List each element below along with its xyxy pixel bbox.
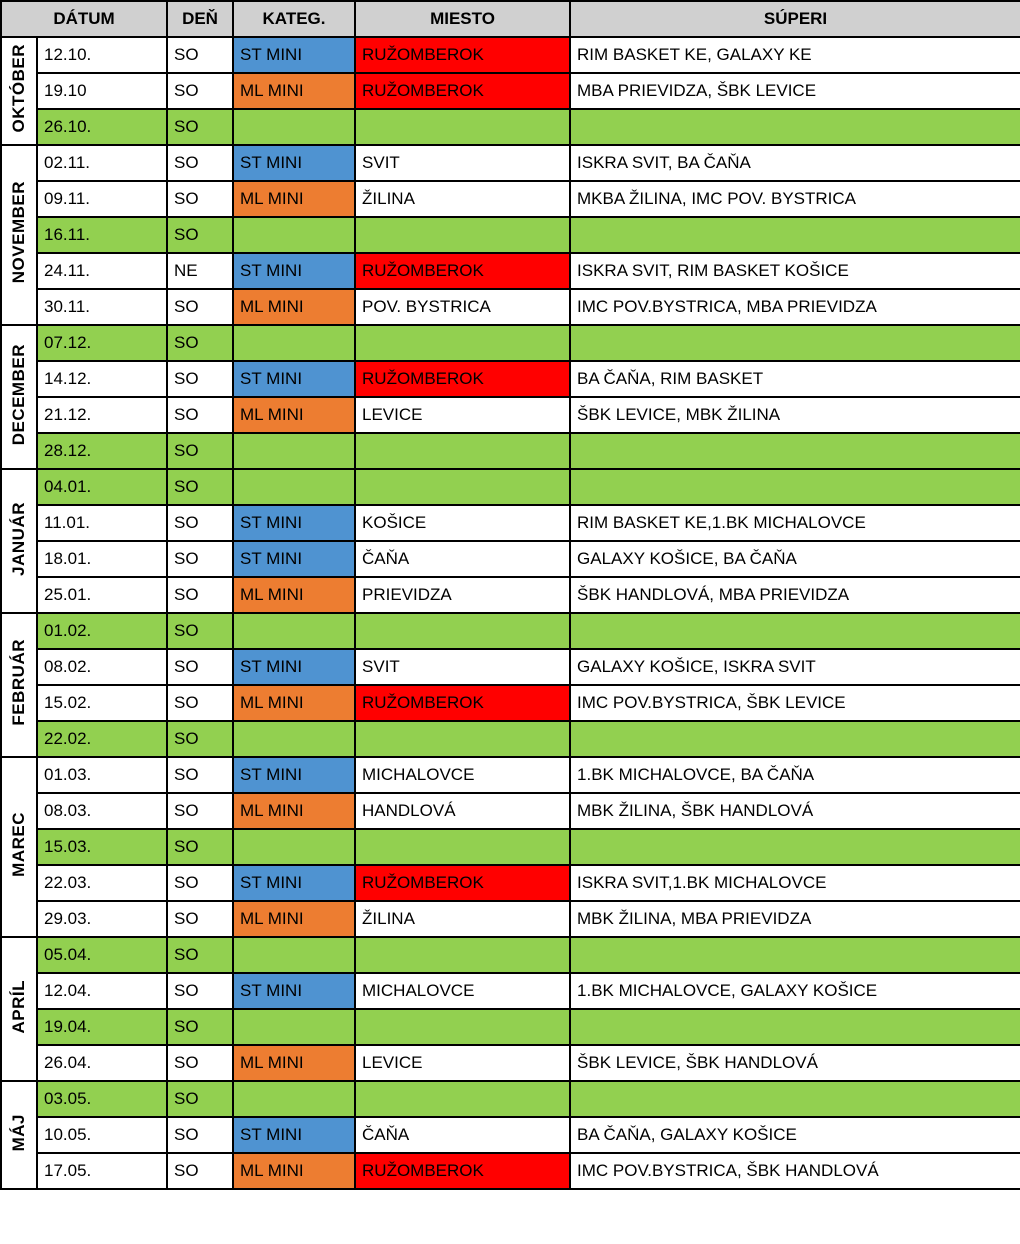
cell-day: SO: [167, 505, 233, 541]
cell-day: SO: [167, 37, 233, 73]
cell-opponents: [570, 325, 1020, 361]
cell-date: 09.11.: [37, 181, 167, 217]
cell-category: ST MINI: [233, 757, 355, 793]
cell-opponents: BA ČAŇA, RIM BASKET: [570, 361, 1020, 397]
month-label-text: OKTÓBER: [9, 44, 28, 133]
cell-date: 14.12.: [37, 361, 167, 397]
cell-category: [233, 109, 355, 145]
cell-category: ML MINI: [233, 1153, 355, 1189]
month-label-text: DECEMBER: [9, 343, 28, 446]
table-row: [1, 1081, 1020, 1117]
cell-place: [355, 613, 570, 649]
cell-date: 05.04.: [37, 937, 167, 973]
table-row: [1, 613, 1020, 649]
cell-day: SO: [167, 829, 233, 865]
cell-category: ST MINI: [233, 505, 355, 541]
cell-category: ML MINI: [233, 793, 355, 829]
cell-date: 04.01.: [37, 469, 167, 505]
table-row: [1, 973, 1020, 1009]
cell-day: SO: [167, 973, 233, 1009]
cell-place: RUŽOMBEROK: [355, 865, 570, 901]
cell-opponents: [570, 433, 1020, 469]
cell-place: [355, 217, 570, 253]
cell-category: [233, 217, 355, 253]
cell-place: [355, 325, 570, 361]
cell-day: SO: [167, 217, 233, 253]
cell-category: [233, 1009, 355, 1045]
cell-date: 25.01.: [37, 577, 167, 613]
cell-category: ST MINI: [233, 145, 355, 181]
cell-place: [355, 1009, 570, 1045]
cell-day: SO: [167, 541, 233, 577]
cell-opponents: GALAXY KOŠICE, ISKRA SVIT: [570, 649, 1020, 685]
table-row: [1, 73, 1020, 109]
table-row: [1, 1117, 1020, 1153]
month-label-text: NOVEMBER: [9, 181, 28, 284]
cell-day: SO: [167, 757, 233, 793]
cell-day: SO: [167, 1009, 233, 1045]
table-row: [1, 469, 1020, 505]
month-label-text: FEBRUÁR: [9, 639, 28, 726]
table-row: [1, 145, 1020, 181]
table-row: [1, 1045, 1020, 1081]
cell-opponents: ISKRA SVIT, BA ČAŇA: [570, 145, 1020, 181]
cell-day: SO: [167, 109, 233, 145]
header-row: [1, 1, 1020, 37]
cell-opponents: IMC POV.BYSTRICA, ŠBK LEVICE: [570, 685, 1020, 721]
cell-place: KOŠICE: [355, 505, 570, 541]
table-row: [1, 181, 1020, 217]
cell-opponents: [570, 721, 1020, 757]
table-row: [1, 217, 1020, 253]
column-header-place: MIESTO: [355, 1, 570, 37]
cell-day: SO: [167, 721, 233, 757]
cell-date: 15.03.: [37, 829, 167, 865]
cell-opponents: [570, 829, 1020, 865]
cell-date: 01.02.: [37, 613, 167, 649]
cell-day: SO: [167, 433, 233, 469]
cell-place: ČAŇA: [355, 1117, 570, 1153]
cell-date: 19.10: [37, 73, 167, 109]
month-label: [1, 1081, 37, 1189]
cell-place: LEVICE: [355, 397, 570, 433]
cell-category: [233, 829, 355, 865]
table-row: [1, 757, 1020, 793]
cell-date: 07.12.: [37, 325, 167, 361]
cell-category: ML MINI: [233, 73, 355, 109]
cell-category: ST MINI: [233, 649, 355, 685]
cell-date: 29.03.: [37, 901, 167, 937]
cell-opponents: ISKRA SVIT,1.BK MICHALOVCE: [570, 865, 1020, 901]
cell-day: SO: [167, 73, 233, 109]
table-row: [1, 793, 1020, 829]
cell-day: SO: [167, 1153, 233, 1189]
cell-place: [355, 109, 570, 145]
cell-day: SO: [167, 397, 233, 433]
cell-day: SO: [167, 901, 233, 937]
table-body: [1, 37, 1020, 1189]
cell-date: 03.05.: [37, 1081, 167, 1117]
cell-opponents: RIM BASKET KE,1.BK MICHALOVCE: [570, 505, 1020, 541]
cell-category: ML MINI: [233, 577, 355, 613]
cell-opponents: IMC POV.BYSTRICA, MBA PRIEVIDZA: [570, 289, 1020, 325]
column-header-date: DÁTUM: [1, 1, 167, 37]
cell-category: [233, 433, 355, 469]
cell-opponents: [570, 217, 1020, 253]
cell-opponents: ŠBK LEVICE, ŠBK HANDLOVÁ: [570, 1045, 1020, 1081]
month-label-text: JANUÁR: [9, 501, 28, 576]
table-row: [1, 937, 1020, 973]
month-label-text: APRÍL: [9, 979, 28, 1034]
table-row: [1, 829, 1020, 865]
month-label: [1, 469, 37, 613]
cell-opponents: [570, 613, 1020, 649]
cell-day: SO: [167, 613, 233, 649]
cell-place: RUŽOMBEROK: [355, 1153, 570, 1189]
cell-day: SO: [167, 289, 233, 325]
cell-category: [233, 325, 355, 361]
cell-opponents: 1.BK MICHALOVCE, GALAXY KOŠICE: [570, 973, 1020, 1009]
cell-place: [355, 829, 570, 865]
cell-place: [355, 1081, 570, 1117]
cell-opponents: MBK ŽILINA, ŠBK HANDLOVÁ: [570, 793, 1020, 829]
cell-day: SO: [167, 1081, 233, 1117]
cell-opponents: MBA PRIEVIDZA, ŠBK LEVICE: [570, 73, 1020, 109]
table-row: [1, 433, 1020, 469]
month-label-text: MÁJ: [9, 1113, 28, 1152]
cell-category: [233, 613, 355, 649]
cell-date: 16.11.: [37, 217, 167, 253]
month-label-text: MAREC: [9, 812, 28, 877]
cell-date: 01.03.: [37, 757, 167, 793]
cell-place: LEVICE: [355, 1045, 570, 1081]
cell-day: SO: [167, 181, 233, 217]
cell-day: SO: [167, 1045, 233, 1081]
cell-date: 26.10.: [37, 109, 167, 145]
cell-day: SO: [167, 145, 233, 181]
cell-date: 26.04.: [37, 1045, 167, 1081]
month-label: [1, 325, 37, 469]
cell-category: ML MINI: [233, 901, 355, 937]
cell-place: POV. BYSTRICA: [355, 289, 570, 325]
cell-date: 17.05.: [37, 1153, 167, 1189]
cell-date: 22.02.: [37, 721, 167, 757]
cell-opponents: MBK ŽILINA, MBA PRIEVIDZA: [570, 901, 1020, 937]
cell-place: [355, 433, 570, 469]
table-row: [1, 289, 1020, 325]
cell-place: HANDLOVÁ: [355, 793, 570, 829]
table-row: [1, 901, 1020, 937]
cell-opponents: [570, 469, 1020, 505]
month-label: [1, 145, 37, 325]
cell-day: SO: [167, 361, 233, 397]
cell-opponents: [570, 937, 1020, 973]
cell-opponents: BA ČAŇA, GALAXY KOŠICE: [570, 1117, 1020, 1153]
cell-date: 11.01.: [37, 505, 167, 541]
cell-opponents: GALAXY KOŠICE, BA ČAŇA: [570, 541, 1020, 577]
cell-opponents: ŠBK HANDLOVÁ, MBA PRIEVIDZA: [570, 577, 1020, 613]
table-row: [1, 505, 1020, 541]
cell-place: SVIT: [355, 649, 570, 685]
cell-category: ML MINI: [233, 1045, 355, 1081]
cell-category: ST MINI: [233, 541, 355, 577]
cell-day: SO: [167, 865, 233, 901]
cell-place: ŽILINA: [355, 181, 570, 217]
cell-date: 12.04.: [37, 973, 167, 1009]
cell-category: ST MINI: [233, 973, 355, 1009]
cell-date: 30.11.: [37, 289, 167, 325]
cell-day: SO: [167, 577, 233, 613]
cell-place: ČAŇA: [355, 541, 570, 577]
cell-day: SO: [167, 685, 233, 721]
cell-place: ŽILINA: [355, 901, 570, 937]
cell-day: SO: [167, 469, 233, 505]
cell-category: ML MINI: [233, 181, 355, 217]
month-label: [1, 613, 37, 757]
cell-day: SO: [167, 1117, 233, 1153]
cell-category: ST MINI: [233, 253, 355, 289]
cell-opponents: [570, 1081, 1020, 1117]
cell-category: ST MINI: [233, 865, 355, 901]
cell-place: MICHALOVCE: [355, 757, 570, 793]
table-row: [1, 253, 1020, 289]
cell-date: 28.12.: [37, 433, 167, 469]
cell-opponents: [570, 109, 1020, 145]
cell-place: RUŽOMBEROK: [355, 73, 570, 109]
cell-category: ML MINI: [233, 289, 355, 325]
table-row: [1, 577, 1020, 613]
cell-opponents: ISKRA SVIT, RIM BASKET KOŠICE: [570, 253, 1020, 289]
table-row: [1, 325, 1020, 361]
cell-date: 19.04.: [37, 1009, 167, 1045]
cell-day: SO: [167, 325, 233, 361]
cell-opponents: [570, 1009, 1020, 1045]
cell-category: ST MINI: [233, 37, 355, 73]
column-header-category: KATEG.: [233, 1, 355, 37]
table-row: [1, 1153, 1020, 1189]
cell-category: [233, 937, 355, 973]
cell-category: ML MINI: [233, 397, 355, 433]
month-label: [1, 37, 37, 145]
cell-category: [233, 1081, 355, 1117]
table-row: [1, 685, 1020, 721]
cell-day: SO: [167, 793, 233, 829]
cell-date: 08.02.: [37, 649, 167, 685]
cell-opponents: 1.BK MICHALOVCE, BA ČAŇA: [570, 757, 1020, 793]
table-row: [1, 649, 1020, 685]
cell-place: PRIEVIDZA: [355, 577, 570, 613]
cell-category: ML MINI: [233, 685, 355, 721]
table-header: [1, 1, 1020, 37]
month-label: [1, 757, 37, 937]
cell-place: RUŽOMBEROK: [355, 361, 570, 397]
cell-category: ST MINI: [233, 361, 355, 397]
cell-date: 15.02.: [37, 685, 167, 721]
table-row: [1, 361, 1020, 397]
table-row: [1, 109, 1020, 145]
cell-place: MICHALOVCE: [355, 973, 570, 1009]
cell-date: 22.03.: [37, 865, 167, 901]
table-row: [1, 721, 1020, 757]
cell-day: SO: [167, 649, 233, 685]
column-header-opponents: SÚPERI: [570, 1, 1020, 37]
table-row: [1, 37, 1020, 73]
cell-opponents: IMC POV.BYSTRICA, ŠBK HANDLOVÁ: [570, 1153, 1020, 1189]
cell-category: [233, 469, 355, 505]
cell-place: RUŽOMBEROK: [355, 685, 570, 721]
column-header-day: DEŇ: [167, 1, 233, 37]
cell-date: 12.10.: [37, 37, 167, 73]
cell-opponents: MKBA ŽILINA, IMC POV. BYSTRICA: [570, 181, 1020, 217]
cell-day: NE: [167, 253, 233, 289]
cell-date: 02.11.: [37, 145, 167, 181]
cell-date: 08.03.: [37, 793, 167, 829]
cell-opponents: RIM BASKET KE, GALAXY KE: [570, 37, 1020, 73]
cell-opponents: ŠBK LEVICE, MBK ŽILINA: [570, 397, 1020, 433]
cell-date: 10.05.: [37, 1117, 167, 1153]
table-row: [1, 1009, 1020, 1045]
cell-place: [355, 469, 570, 505]
cell-category: ST MINI: [233, 1117, 355, 1153]
table-row: [1, 397, 1020, 433]
table-row: [1, 541, 1020, 577]
month-label: [1, 937, 37, 1081]
cell-place: RUŽOMBEROK: [355, 37, 570, 73]
cell-date: 18.01.: [37, 541, 167, 577]
cell-category: [233, 721, 355, 757]
cell-place: [355, 721, 570, 757]
cell-place: RUŽOMBEROK: [355, 253, 570, 289]
table-row: [1, 865, 1020, 901]
cell-date: 21.12.: [37, 397, 167, 433]
cell-day: SO: [167, 937, 233, 973]
cell-place: SVIT: [355, 145, 570, 181]
cell-place: [355, 937, 570, 973]
cell-date: 24.11.: [37, 253, 167, 289]
